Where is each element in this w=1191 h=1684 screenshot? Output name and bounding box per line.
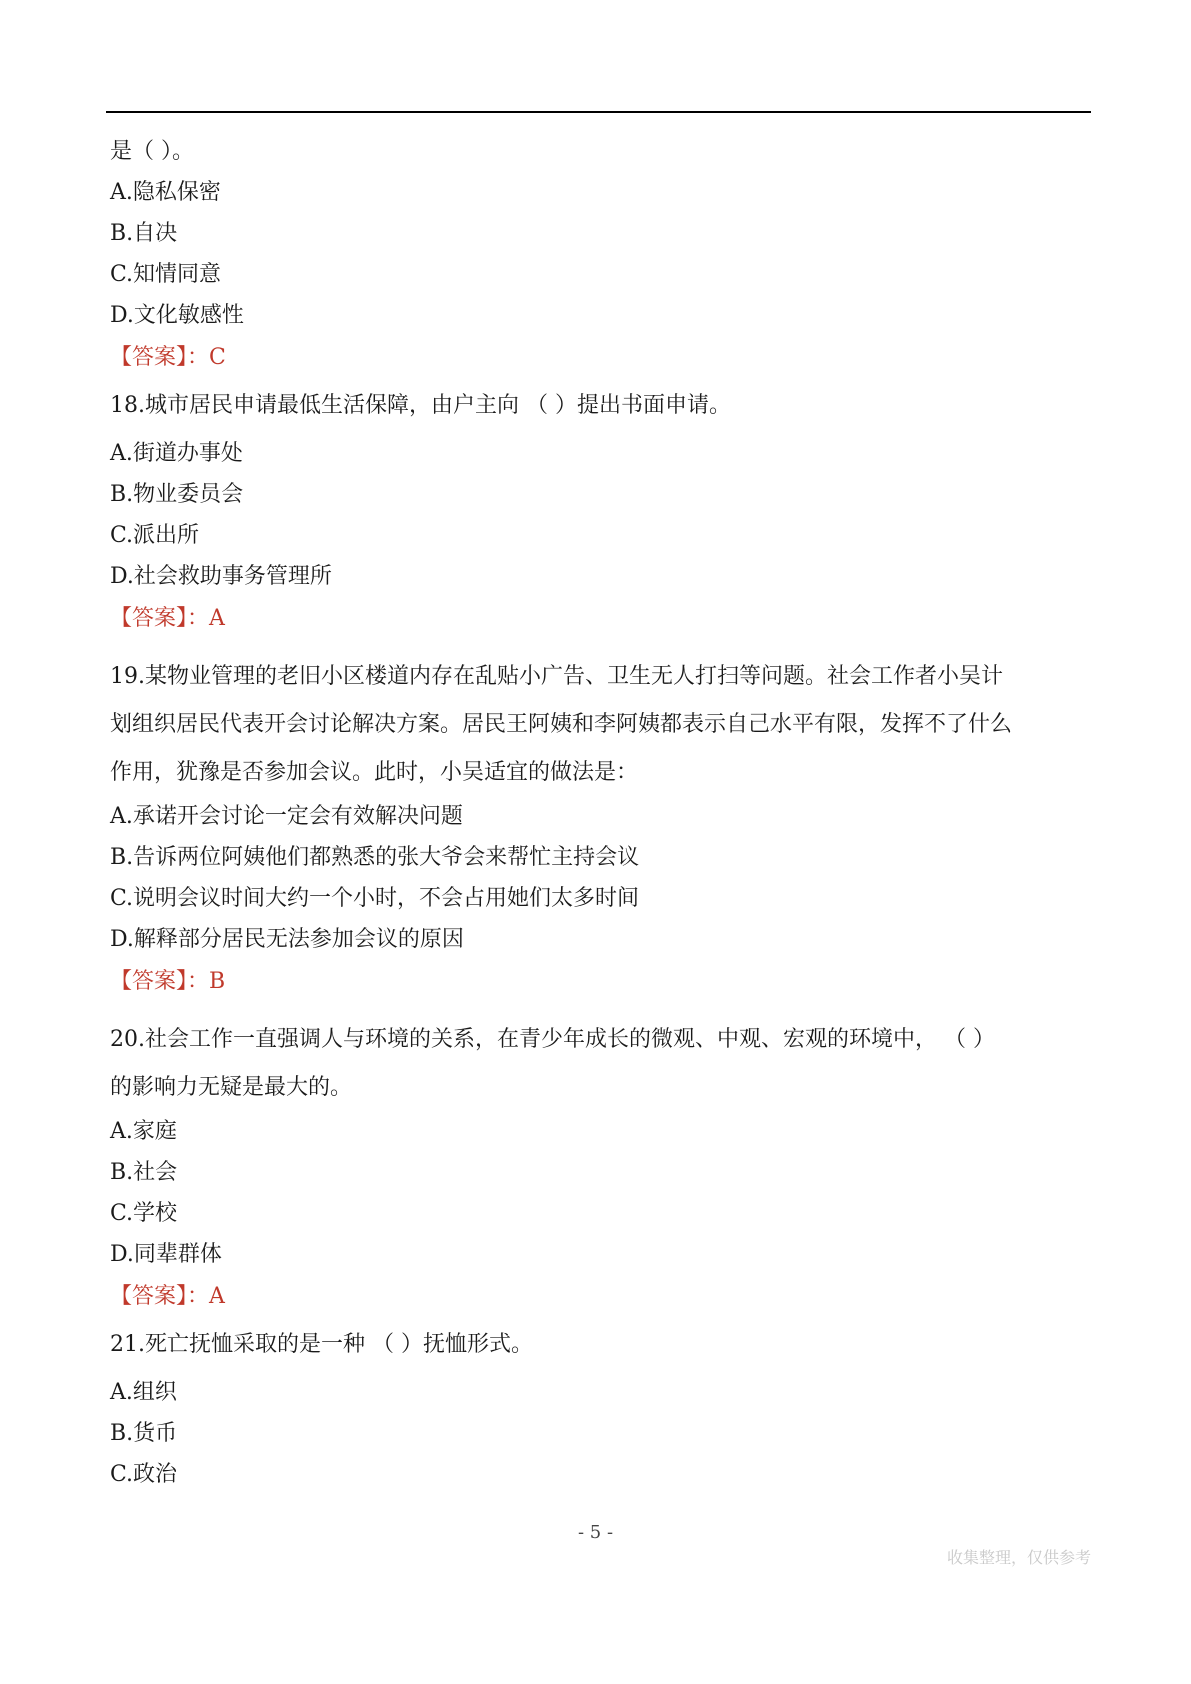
page-number: - 5 - [577,1522,614,1543]
q19-stem-line-3: 作用，犹豫是否参加会议。此时，小吴适宜的做法是： [110,760,639,785]
q20-option-a: A.家庭 [110,1119,177,1144]
q19-stem-line-2: 划组织居民代表开会讨论解决方案。居民王阿姨和李阿姨都表示自己水平有限，发挥不了什么 [110,712,1013,737]
q21-option-b: B.货币 [110,1421,178,1446]
q18-answer: 【答案】：A [110,606,225,631]
q19-option-c: C.说明会议时间大约一个小时，不会占用她们太多时间 [110,886,640,911]
q18-option-a: A.街道办事处 [110,441,243,466]
q20-answer: 【答案】：A [110,1284,225,1309]
q21-option-c: C.政治 [110,1462,178,1487]
q19-option-a: A.承诺开会讨论一定会有效解决问题 [110,804,463,829]
q17-answer: 【答案】：C [110,345,226,370]
header-rule [106,111,1091,113]
q20-option-b: B.社会 [110,1160,178,1185]
q18-option-c: C.派出所 [110,523,200,548]
q19-answer: 【答案】：B [110,969,226,994]
q19-option-d: D.解释部分居民无法参加会议的原因 [110,927,464,952]
q21-option-a: A.组织 [110,1380,177,1405]
footer-note: 收集整理，仅供参考 [946,1548,1091,1567]
q18-stem: 18.城市居民申请最低生活保障，由户主向 （ ）提出书面申请。 [110,393,731,418]
q19-stem-line-1: 19.某物业管理的老旧小区楼道内存在乱贴小广告、卫生无人打扫等问题。社会工作者小吴计 [110,664,1003,689]
q19-option-b: B.告诉两位阿姨他们都熟悉的张大爷会来帮忙主持会议 [110,845,640,870]
q20-option-d: D.同辈群体 [110,1242,222,1267]
q17-option-c: C.知情同意 [110,262,222,287]
q17-stem-tail: 是（ ）。 [110,139,194,164]
q20-stem-line-1: 20.社会工作一直强调人与环境的关系，在青少年成长的微观、中观、宏观的环境中， （ ） [110,1027,995,1052]
q18-option-d: D.社会救助事务管理所 [110,564,332,589]
page-content [110,138,1090,1489]
q18-option-b: B.物业委员会 [110,482,244,507]
q17-option-b: B.自决 [110,221,178,246]
q17-option-a: A.隐私保密 [110,180,221,205]
q21-stem: 21.死亡抚恤采取的是一种 （ ）抚恤形式。 [110,1332,533,1357]
q20-stem-line-2: 的影响力无疑是最大的。 [110,1075,353,1100]
q17-option-d: D.文化敏感性 [110,303,244,328]
q20-option-c: C.学校 [110,1201,178,1226]
